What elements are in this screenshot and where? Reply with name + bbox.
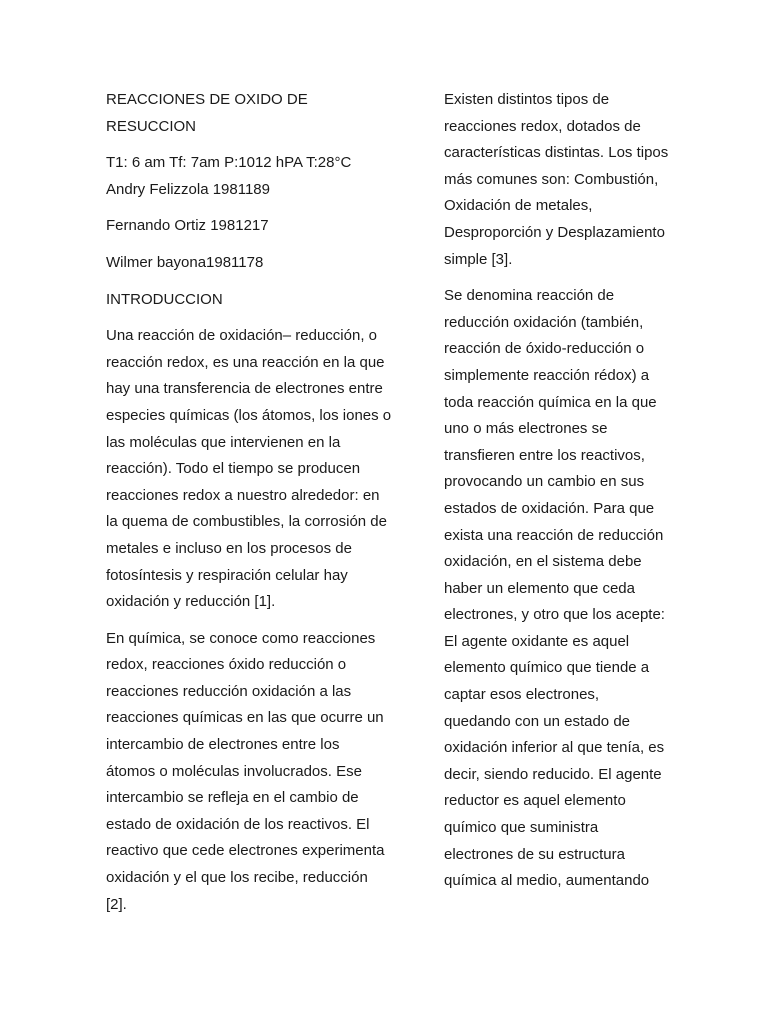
paragraph-line: estados de oxidación. Para que bbox=[444, 499, 655, 517]
paragraph-line: reacciones redox, dotados de bbox=[444, 117, 641, 135]
paragraph-line: En química, se conoce como reacciones bbox=[106, 629, 376, 647]
author-line: Wilmer bayona1981178 bbox=[106, 253, 264, 271]
paragraph-line: reacción redox, es una reacción en la que bbox=[106, 353, 385, 371]
paragraph-line: estado de oxidación de los reactivos. El bbox=[106, 815, 370, 833]
intro-paragraph-2 bbox=[106, 626, 406, 919]
section-heading-text: INTRODUCCION bbox=[106, 290, 223, 308]
paragraph-line: Una reacción de oxidación– reducción, o bbox=[106, 327, 378, 345]
paragraph-line: oxidación y el que los recibe, reducción bbox=[106, 869, 368, 887]
right-column bbox=[444, 87, 684, 905]
paragraph-line: captar esos electrones, bbox=[444, 686, 600, 704]
paragraph-line: características distintas. Los tipos bbox=[444, 144, 669, 162]
paragraph-line: elemento químico que tiende a bbox=[444, 659, 650, 677]
paragraph-line: Se denomina reacción de bbox=[444, 287, 615, 305]
document-title bbox=[106, 87, 406, 140]
paragraph-line: químico que suministra bbox=[444, 819, 599, 837]
paragraph-line: fotosíntesis y respiración celular hay bbox=[106, 566, 348, 584]
paragraph-line: intercambio de electrones entre los bbox=[106, 736, 340, 754]
paragraph-line: redox, reacciones óxido reducción o bbox=[106, 656, 347, 674]
paragraph-line: haber un elemento que ceda bbox=[444, 579, 635, 597]
left-column bbox=[106, 87, 406, 928]
paragraph-line: oxidación, en el sistema debe bbox=[444, 553, 642, 571]
paragraph-line: especies químicas (los átomos, los iones o bbox=[106, 406, 392, 424]
paragraph-line: Oxidación de metales, bbox=[444, 197, 593, 215]
paragraph-line: intercambio se refleja en el cambio de bbox=[106, 789, 359, 807]
paragraph-line: Existen distintos tipos de bbox=[444, 91, 610, 108]
paragraph-line: [2]. bbox=[106, 895, 127, 913]
paragraph-line: El agente oxidante es aquel bbox=[444, 632, 630, 650]
paragraph-line: reacciones químicas en las que ocurre un bbox=[106, 709, 384, 727]
paragraph-line: quedando con un estado de bbox=[444, 712, 630, 730]
paragraph-line: electrones de su estructura bbox=[444, 845, 625, 863]
paragraph-line: reacciones redox a nuestro alrededor: en bbox=[106, 486, 380, 504]
paragraph-line: toda reacción química en la que bbox=[444, 393, 657, 411]
paragraph-line: electrones, y otro que los acepte: bbox=[444, 606, 665, 624]
title-line: REACCIONES DE OXIDO DE bbox=[106, 91, 308, 108]
paragraph-line: reacción de óxido-reducción o bbox=[444, 340, 645, 358]
paragraph-line: las moléculas que intervienen en la bbox=[106, 433, 341, 451]
author-line: Andry Felizzola 1981189 bbox=[106, 180, 270, 198]
author-block bbox=[106, 250, 406, 277]
author-block bbox=[106, 213, 406, 240]
paragraph-line: simplemente reacción rédox) a bbox=[444, 366, 650, 384]
paragraph-line: Desproporción y Desplazamiento bbox=[444, 223, 665, 241]
paragraph-line: metales e incluso en los procesos de bbox=[106, 539, 352, 557]
paragraph-line: hay una transferencia de electrones entre bbox=[106, 380, 383, 398]
section-heading bbox=[106, 287, 406, 314]
paragraph-line: química al medio, aumentando bbox=[444, 872, 650, 890]
paragraph-line: oxidación inferior al que tenía, es bbox=[444, 739, 665, 757]
paragraph-line: reductor es aquel elemento bbox=[444, 792, 626, 810]
paragraph-line: oxidación y reducción [1]. bbox=[106, 593, 276, 611]
types-paragraph bbox=[444, 87, 684, 273]
paragraph-line: más comunes son: Combustión, bbox=[444, 170, 659, 188]
paragraph-line: reacción). Todo el tiempo se producen bbox=[106, 460, 361, 478]
definition-paragraph bbox=[444, 283, 684, 895]
paragraph-line: átomos o moléculas involucrados. Ese bbox=[106, 762, 362, 780]
title-line: RESUCCION bbox=[106, 117, 197, 135]
paragraph-line: la quema de combustibles, la corrosión de bbox=[106, 513, 387, 531]
conditions-line: T1: 6 am Tf: 7am P:1012 hPA T:28°C bbox=[106, 154, 352, 172]
intro-paragraph-1 bbox=[106, 323, 406, 616]
paragraph-line: reducción oxidación (también, bbox=[444, 313, 644, 331]
paragraph-line: uno o más electrones se bbox=[444, 420, 608, 438]
author-line: Fernando Ortiz 1981217 bbox=[106, 217, 269, 235]
paragraph-line: reactivo que cede electrones experimenta bbox=[106, 842, 385, 860]
paragraph-line: simple [3]. bbox=[444, 250, 513, 268]
paragraph-line: transfieren entre los reactivos, bbox=[444, 446, 645, 464]
paragraph-line: exista una reacción de reducción bbox=[444, 526, 664, 544]
paragraph-line: decir, siendo reducido. El agente bbox=[444, 765, 662, 783]
meta-block bbox=[106, 150, 406, 203]
paragraph-line: provocando un cambio en sus bbox=[444, 473, 645, 491]
paragraph-line: reacciones reducción oxidación a las bbox=[106, 682, 352, 700]
